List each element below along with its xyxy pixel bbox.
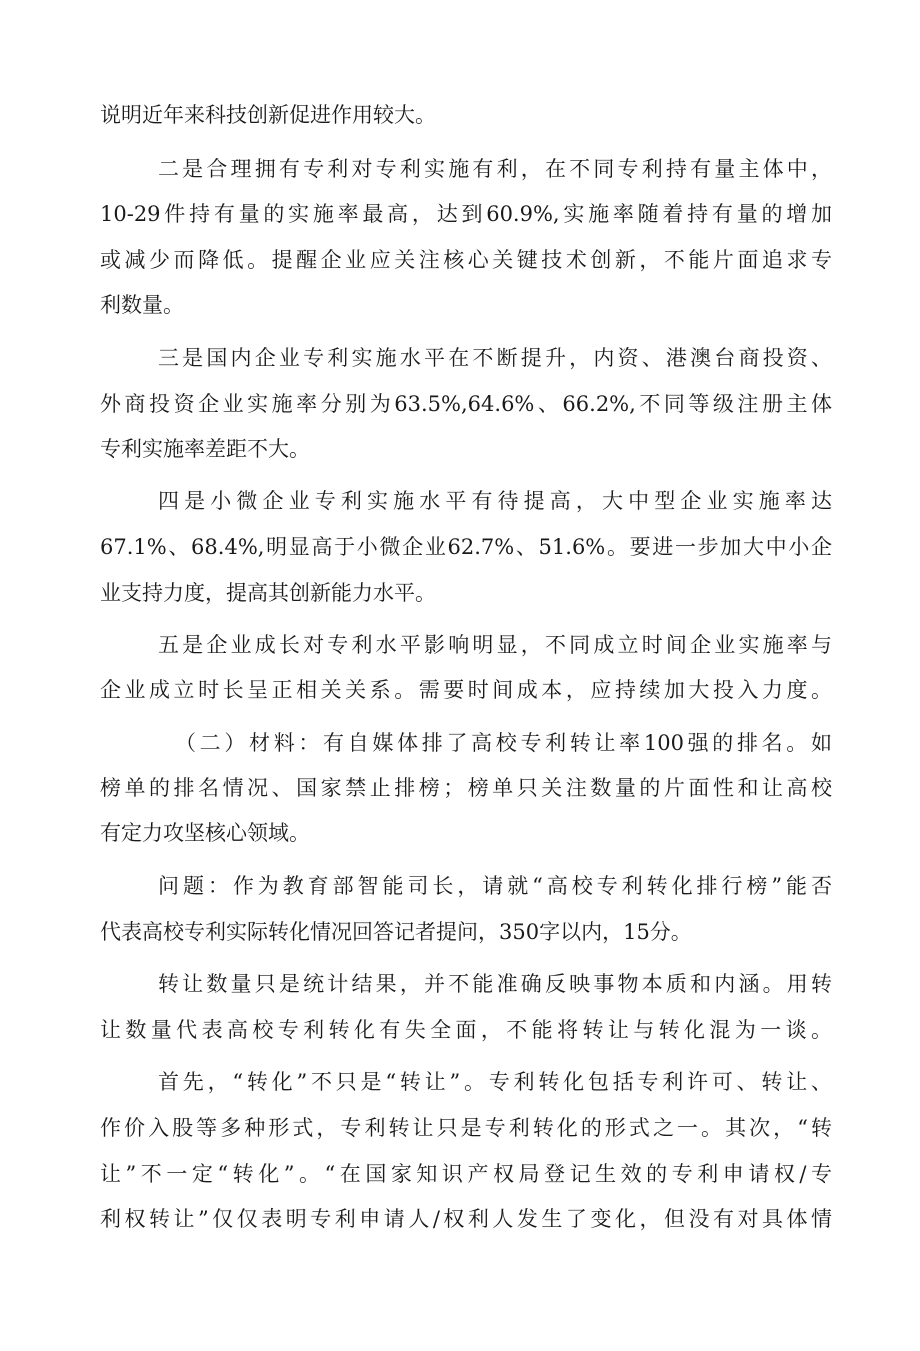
- text-line: 10-29件持有量的实施率最高，达到60.9%,实施率随着持有量的增加: [100, 202, 832, 226]
- text-line: 67.1%、68.4%,明显高于小微企业62.7%、51.6%。要进一步加大中小企: [100, 535, 832, 559]
- paragraph-first-line: 二是合理拥有专利对专利实施有利，在不同专利持有量主体中，: [158, 157, 832, 181]
- paragraph-first-line: 五是企业成长对专利水平影响明显，不同成立时间企业实施率与: [158, 633, 832, 657]
- text-line: 专利实施率差距不大。: [100, 437, 310, 461]
- text-line: 业支持力度，提高其创新能力水平。: [100, 581, 436, 605]
- paragraph-first-line: 四是小微企业专利实施水平有待提高，大中型企业实施率达: [158, 489, 832, 513]
- paragraph-first-line: 首先，“转化”不只是“转让”。专利转化包括专利许可、转让、: [158, 1070, 832, 1094]
- text-line: 外商投资企业实施率分别为63.5%,64.6%、66.2%,不同等级注册主体: [100, 392, 832, 416]
- text-line: 或减少而降低。提醒企业应关注核心关键技术创新，不能片面追求专: [100, 248, 832, 272]
- text-line: 利权转让”仅仅表明专利申请人/权利人发生了变化，但没有对具体情: [100, 1207, 832, 1231]
- text-line: 让数量代表高校专利转化有失全面，不能将转让与转化混为一谈。: [100, 1018, 832, 1042]
- text-line: 企业成立时长呈正相关关系。需要时间成本，应持续加大投入力度。: [100, 678, 832, 702]
- text-line: 榜单的排名情况、国家禁止排榜；榜单只关注数量的片面性和让高校: [100, 776, 832, 800]
- text-line: 说明近年来科技创新促进作用较大。: [100, 103, 436, 127]
- text-line: 代表高校专利实际转化情况回答记者提问，350字以内，15分。: [100, 920, 692, 944]
- text-line: 有定力攻坚核心领域。: [100, 821, 310, 845]
- paragraph-first-line: 三是国内企业专利实施水平在不断提升，内资、港澳台商投资、: [158, 346, 832, 370]
- text-line: 作价入股等多种形式，专利转让只是专利转化的形式之一。其次，“转: [100, 1116, 832, 1140]
- paragraph-first-line: 转让数量只是统计结果，并不能准确反映事物本质和内涵。用转: [158, 972, 832, 996]
- text-line: 利数量。: [100, 293, 184, 317]
- text-line: 让”不一定“转化”。“在国家知识产权局登记生效的专利申请权/专: [100, 1162, 832, 1186]
- section-heading-line: （二）材料：有自媒体排了高校专利转让率100强的排名。如: [175, 731, 832, 755]
- paragraph-first-line: 问题：作为教育部智能司长，请就“高校专利转化排行榜”能否: [158, 874, 832, 898]
